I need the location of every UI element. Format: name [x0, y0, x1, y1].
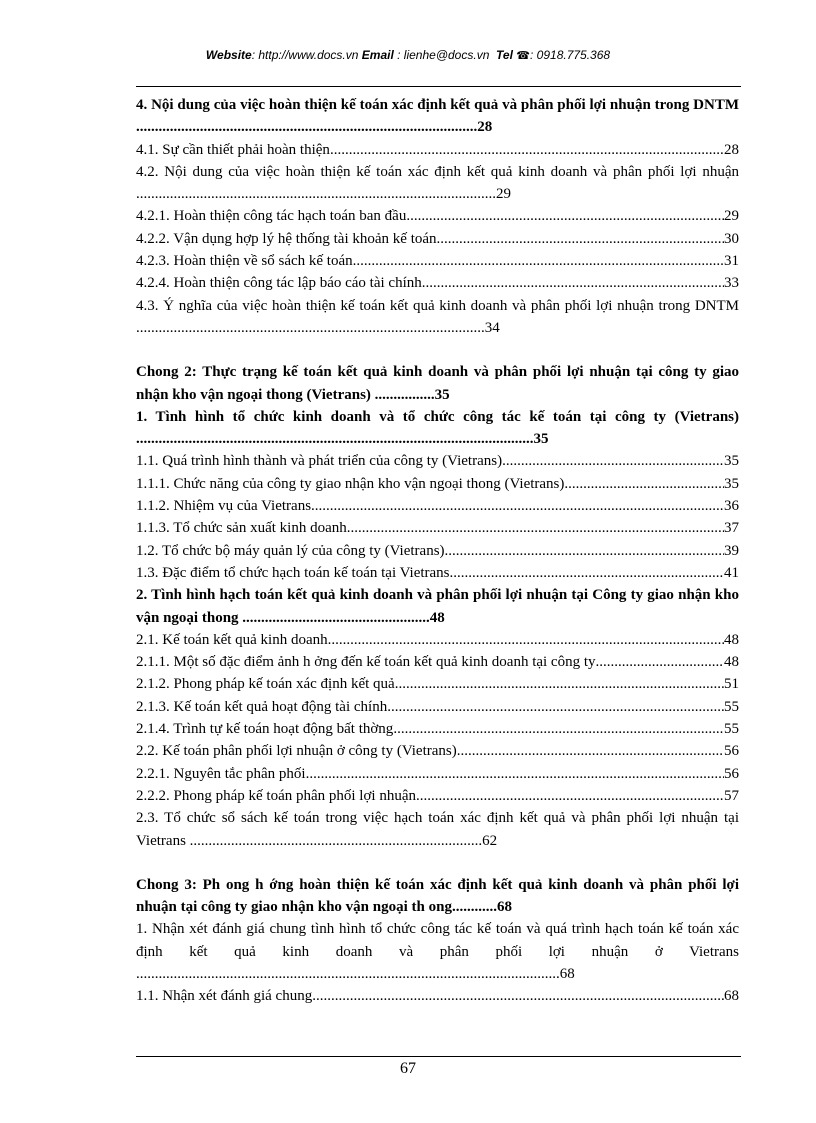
toc-entry-title: 1.2. Tổ chức bộ máy quản lý của công ty (Vietrans) [136, 542, 445, 559]
toc-dot-leader: ................................................................................................ [136, 186, 496, 203]
toc-entry[interactable] [136, 94, 739, 139]
tel-value: : 0918.775.368 [530, 48, 611, 62]
footer-divider [136, 1056, 741, 1057]
toc-entry[interactable] [136, 161, 739, 206]
toc-page-number: 68 [559, 965, 575, 982]
toc-entry[interactable] [136, 763, 739, 785]
toc-entry[interactable] [136, 985, 739, 1007]
toc-entry-title: 2.1.1. Một số đặc điểm ảnh h ởng đến kế toán kết quả kinh doanh tại công ty [136, 654, 596, 671]
toc-entry-title: 2.2. Kế toán phân phối lợi nhuận ở công ty (Vietrans) [136, 743, 457, 760]
toc-entry-title: 1. Nhận xét đánh giá chung tình hình tổ chức công tác kế toán và quá trình hạch toán kế toán xác định kết quả kinh doanh và phân phối lợi nhuận ở Vietrans [136, 921, 739, 960]
toc-dot-leader [312, 985, 724, 1007]
toc-entry-title: 1.3. Đặc điểm tổ chức hạch toán kế toán tại Vietrans [136, 564, 450, 581]
toc-dot-leader: ............................................................................................. [136, 319, 485, 336]
toc-page-number: 41 [724, 564, 739, 581]
email-value: : lienhe@docs.vn [393, 48, 490, 62]
toc-entry[interactable] [136, 584, 739, 629]
toc-entry-title: 2.2.1. Nguyên tắc phân phối [136, 765, 306, 782]
toc-dot-leader [445, 540, 724, 562]
toc-entry[interactable] [136, 406, 739, 451]
toc-page-number: 35 [434, 386, 450, 403]
toc-dot-leader [457, 740, 724, 762]
toc-entry-title: 4.2.3. Hoàn thiện về sổ sách kế toán [136, 253, 353, 270]
website-label: Website [205, 48, 252, 62]
toc-entry-title: 2.1.3. Kế toán kết quả hoạt động tài chính [136, 698, 388, 715]
toc-entry-title: 4.2.2. Vận dụng hợp lý hệ thống tài khoản kế toán [136, 230, 437, 247]
toc-entry[interactable] [136, 495, 739, 517]
toc-dot-leader [596, 651, 724, 673]
toc-dot-leader: ........................................................................................... [136, 119, 478, 136]
toc-entry-title: 1. Tình hình tổ chức kinh doanh và tổ chức công tác kế toán tại công ty (Vietrans) [136, 408, 739, 425]
toc-dot-leader [416, 785, 724, 807]
toc-dot-leader [387, 696, 724, 718]
toc-entry[interactable] [136, 562, 739, 584]
toc-entry-title: 2.1.4. Trình tự kế toán hoạt động bất thờng [136, 721, 394, 738]
toc-dot-leader [450, 562, 724, 584]
toc-page-number: 36 [724, 498, 739, 515]
toc-dot-leader [393, 718, 724, 740]
toc-entry-title: 4.1. Sự cần thiết phải hoàn thiện [136, 141, 330, 158]
toc-page-number: 51 [724, 676, 739, 693]
toc-page-number: 34 [484, 319, 500, 336]
toc-entry[interactable] [136, 718, 739, 740]
toc-page-number: 55 [724, 721, 739, 738]
toc-entry-title: 1.1.2. Nhiệm vụ của Vietrans [136, 498, 312, 515]
toc-entry-title: Chong 3: Ph ong h ớng hoàn thiện kế toán xác định kết quả kinh doanh và phân phối lợi nhuận tại công ty giao nhận kho vận ngoại th ong [136, 876, 739, 916]
toc-entry-title: 1.1. Quá trình hình thành và phát triển của công ty (Vietrans) [136, 453, 503, 470]
toc-entry[interactable] [136, 540, 739, 562]
toc-entry[interactable] [136, 205, 739, 227]
toc-entry[interactable] [136, 361, 739, 406]
phone-icon: ☎ [516, 50, 530, 62]
toc-dot-leader: .......................................................................................................... [136, 431, 534, 448]
toc-entry[interactable] [136, 450, 739, 472]
toc-dot-leader [328, 629, 724, 651]
email-label: Email [361, 48, 394, 62]
toc-page-number: 35 [724, 453, 739, 470]
toc-dot-leader [437, 228, 724, 250]
toc-entry-title: Chong 2: Thực trạng kế toán kết quả kinh doanh và phân phối lợi nhuận tại công ty giao nhận kho vận ngoại thong (Vietrans) [136, 364, 739, 403]
page-number: 67 [400, 1060, 416, 1077]
toc-page-number: 29 [496, 186, 511, 203]
toc-page-number: 68 [724, 988, 739, 1005]
toc-entry-title: 4.2.4. Hoàn thiện công tác lập báo cáo tài chính [136, 275, 422, 292]
tel-label: Tel [496, 48, 513, 62]
toc-entry[interactable] [136, 740, 739, 762]
toc-page-number: 48 [724, 631, 739, 648]
toc-dot-leader [395, 673, 724, 695]
toc-dot-leader [502, 450, 724, 472]
toc-page-number: 48 [429, 609, 445, 626]
toc-page-number: 28 [477, 119, 493, 136]
toc-entry-title: 4.2.1. Hoàn thiện công tác hạch toán ban đầu [136, 208, 407, 225]
toc-dot-leader [311, 495, 724, 517]
toc-entry[interactable] [136, 918, 739, 985]
toc-entry[interactable] [136, 228, 739, 250]
toc-dot-leader: .............................................................................. [185, 832, 483, 849]
toc-entry-title: 1.1. Nhận xét đánh giá chung [136, 988, 313, 1005]
toc-entry-title: 1.1.1. Chức năng của công ty giao nhận kho vận ngoại thong (Vietrans) [136, 475, 565, 492]
toc-page-number: 57 [724, 787, 739, 804]
toc-entry-title: 2.2.2. Phong pháp kế toán phân phối lợi nhuận [136, 787, 416, 804]
toc-entry-title: 2.1.2. Phong pháp kế toán xác định kết quả [136, 676, 395, 693]
toc-page-number: 35 [724, 475, 739, 492]
toc-entry[interactable] [136, 139, 739, 161]
toc-dot-leader [564, 473, 724, 495]
toc-page-number: 33 [724, 275, 739, 292]
toc-entry[interactable] [136, 651, 739, 673]
toc-page-number: 28 [724, 141, 739, 158]
toc-entry-title: 1.1.3. Tổ chức sản xuất kinh doanh [136, 520, 347, 537]
toc-dot-leader: ................ [370, 386, 435, 403]
toc-entry-title: 4.2. Nội dung của việc hoàn thiện kế toán xác định kết quả kinh doanh và phân phối lợi nhuận [136, 163, 739, 180]
toc-page-number: 37 [724, 520, 739, 537]
toc-dot-leader [422, 272, 724, 294]
toc-page-number: 68 [496, 899, 512, 916]
toc-entry[interactable] [136, 517, 739, 539]
toc-page-number: 62 [482, 832, 498, 849]
toc-dot-leader: ................................................................................................................. [136, 965, 560, 982]
toc-dot-leader [306, 763, 724, 785]
toc-entry-title: 2.3. Tổ chức sổ sách kế toán trong việc hạch toán xác định kết quả và phân phối lợi nhuận tại Vietrans [136, 810, 739, 849]
toc-dot-leader [330, 139, 724, 161]
toc-entry[interactable] [136, 785, 739, 807]
section-gap [136, 852, 739, 874]
toc-entry[interactable] [136, 272, 739, 294]
toc-entry[interactable] [136, 629, 739, 651]
website-value: : http://www.docs.vn [251, 48, 359, 62]
toc-dot-leader: .................................................. [238, 609, 430, 626]
toc-entry[interactable] [136, 250, 739, 272]
toc-entry[interactable] [136, 295, 739, 340]
header-divider [136, 86, 741, 87]
toc-page-number: 35 [533, 431, 549, 448]
toc-entry-title: 2.1. Kế toán kết quả kinh doanh [136, 631, 328, 648]
toc-page-number: 56 [724, 765, 739, 782]
toc-page-number: 56 [724, 743, 739, 760]
toc-entry-title: 2. Tình hình hạch toán kết quả kinh doanh và phân phối lợi nhuận tại Công ty giao nhận kho vận ngoại thong [136, 587, 739, 626]
toc-page-number: 29 [724, 208, 739, 225]
toc-entry[interactable] [136, 673, 739, 695]
section-gap [136, 339, 739, 361]
toc-page-number: 55 [724, 698, 739, 715]
toc-page-number: 31 [724, 253, 739, 270]
toc-page-number: 30 [724, 230, 739, 247]
toc-dot-leader [353, 250, 724, 272]
toc-entry-title: 4. Nội dung của việc hoàn thiện kế toán xác định kết quả và phân phối lợi nhuận trong DNTM [136, 97, 739, 113]
toc-dot-leader [406, 205, 724, 227]
toc-entry[interactable] [136, 874, 739, 919]
toc-dot-leader [347, 517, 724, 539]
toc-entry[interactable] [136, 696, 739, 718]
toc-page-number: 48 [724, 654, 739, 671]
toc-entry-title: 4.3. Ý nghĩa của việc hoàn thiện kế toán kết quả kinh doanh và phân phối lợi nhuận trong DNTM [136, 297, 739, 314]
page-header [0, 48, 816, 62]
toc-entry[interactable] [136, 807, 739, 852]
toc-dot-leader: ............ [451, 899, 497, 916]
toc-page-number: 39 [724, 542, 739, 559]
table-of-contents [136, 94, 739, 1008]
toc-entry[interactable] [136, 473, 739, 495]
